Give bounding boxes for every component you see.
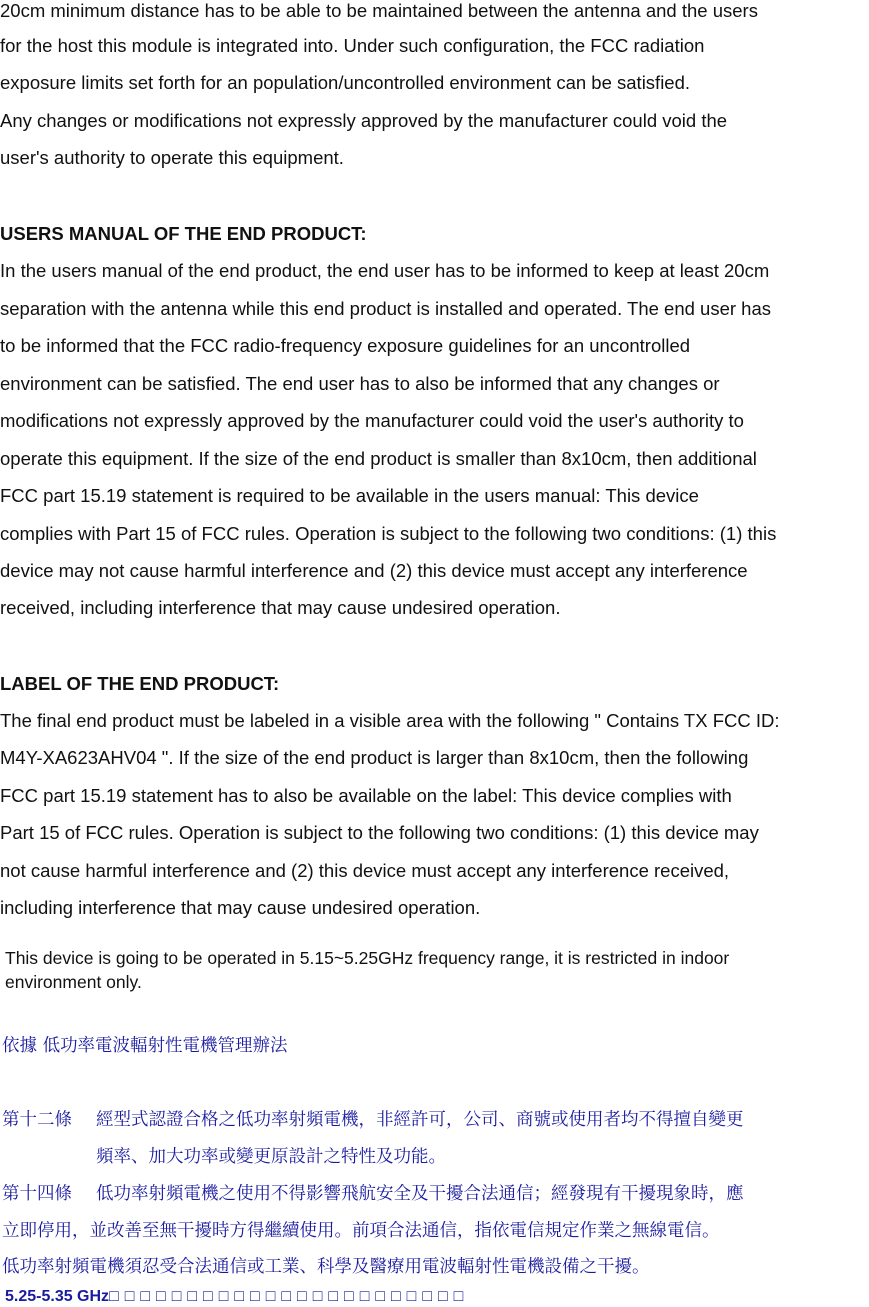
text-line: In the users manual of the end product, the end user has to be informed to keep at least 20cm xyxy=(0,260,770,281)
text-line: FCC part 15.19 statement is required to be available in the users manual: This device xyxy=(0,485,699,506)
frequency-band: 5.25-5.35 GHz xyxy=(5,1288,110,1305)
article-12 xyxy=(2,1102,744,1139)
section-heading-users-manual: USERS MANUAL OF THE END PRODUCT: xyxy=(0,223,367,244)
text-line: including interference that may cause undesired operation. xyxy=(0,897,481,918)
text-line: Any changes or modifications not expressly approved by the manufacturer could void the xyxy=(0,110,728,131)
bottom-frequency-line xyxy=(5,1287,469,1307)
text-line: 20cm minimum distance has to be able to be maintained between the antenna and the users xyxy=(0,0,758,21)
text-line: environment can be satisfied. The end user has to also be informed that any changes or xyxy=(0,373,720,394)
text-line: exposure limits set forth for an population/uncontrolled environment can be satisfied. xyxy=(0,72,691,93)
text-line: modifications not expressly approved by the manufacturer could void the user's authority to xyxy=(0,410,744,431)
text-line: FCC part 15.19 statement has to also be available on the label: This device complies with xyxy=(0,785,732,806)
text-line: separation with the antenna while this end product is installed and operated. The end user has xyxy=(0,298,772,319)
text-line: M4Y-XA623AHV04 ". If the size of the end product is larger than 8x10cm, then the following xyxy=(0,747,749,768)
article-14-text: 低功率射頻電機之使用不得影響飛航安全及干擾合法通信；經發現有干擾現象時，應 xyxy=(96,1184,744,1204)
text-line: user's authority to operate this equipment. xyxy=(0,147,344,168)
text-line: received, including interference that may cause undesired operation. xyxy=(0,597,561,618)
section-heading-label: LABEL OF THE END PRODUCT: xyxy=(0,673,280,694)
indoor-note-line: This device is going to be operated in 5.15~5.25GHz frequency range, it is restricted in indoor xyxy=(5,948,730,968)
text-line: device may not cause harmful interference and (2) this device must accept any interference xyxy=(0,560,748,581)
text-line: for the host this module is integrated into. Under such configuration, the FCC radiation xyxy=(0,35,705,56)
text-line: complies with Part 15 of FCC rules. Operation is subject to the following two conditions: (1) this xyxy=(0,523,777,544)
missing-glyph-boxes: □□□□□□□□□□□□□□□□□□□□□□□ xyxy=(109,1288,470,1305)
article-14 xyxy=(2,1176,744,1213)
article-12-label: 第十二條 xyxy=(2,1110,72,1130)
text-line: to be informed that the FCC radio-frequency exposure guidelines for an uncontrolled xyxy=(0,335,691,356)
article-12-continuation: 頻率、加大功率或變更原設計之特性及功能。 xyxy=(96,1147,446,1167)
text-line: Part 15 of FCC rules. Operation is subject to the following two conditions: (1) this device may xyxy=(0,822,759,843)
regulation-title: 依據 低功率電波輻射性電機管理辦法 xyxy=(2,1036,288,1056)
article-14-continuation: 低功率射頻電機須忍受合法通信或工業、科學及醫療用電波輻射性電機設備之干擾。 xyxy=(2,1257,650,1277)
article-12-text: 經型式認證合格之低功率射頻電機，非經許可，公司、商號或使用者均不得擅自變更 xyxy=(96,1110,744,1130)
text-line: The final end product must be labeled in a visible area with the following " Contains TX FCC ID: xyxy=(0,710,780,731)
text-line: operate this equipment. If the size of the end product is smaller than 8x10cm, then additional xyxy=(0,448,757,469)
article-14-label: 第十四條 xyxy=(2,1184,72,1204)
article-14-continuation: 立即停用，並改善至無干擾時方得繼續使用。前項合法通信，指依電信規定作業之無線電信。 xyxy=(2,1221,720,1241)
text-line: not cause harmful interference and (2) this device must accept any interference received, xyxy=(0,860,730,881)
indoor-note-line: environment only. xyxy=(5,972,142,992)
